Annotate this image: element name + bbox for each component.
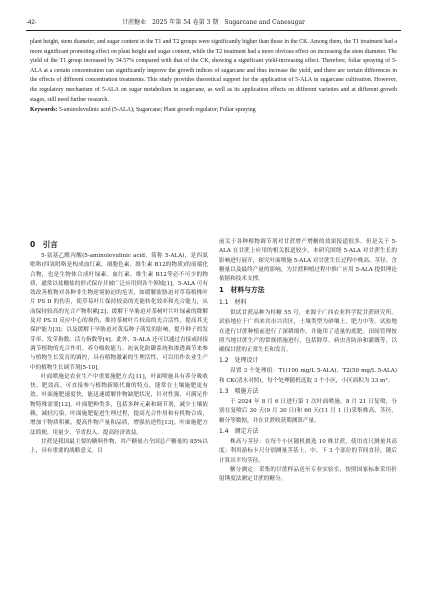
left-column <box>30 238 208 457</box>
subsection-heading-1-3: 1.3 喷施方法 <box>219 388 259 396</box>
keywords-text: 5-aminolevulinic acid (5-ALA); Sugarcane; Plant growth regulator; Foliar spraying <box>58 107 256 114</box>
materials-paragraph: 供试甘蔗品种为桂糖 55 号，来源于广西农业科学院甘蔗研究所。试验地位于广西来宾市兴宾区，土壤类型为砂壤土，肥力中等。试验地在进行甘蔗种植前进行了深耕细作，并施用了适量的底肥。田间管理按照当地甘蔗生产的常规措施进行，包括除草、病虫害防治和灌溉等，以确保甘蔗的正常生长和发育。 <box>219 309 397 354</box>
intro-paragraph-1: 5-氨基乙酰丙酸(5-aminolevulinic acid，简称 5-ALA)，是四氮吡咯(四氢吡咯是构成血红素、细胞色素、维生素 B12的物质)的前端化合物，也是生物体合成叶绿素、血红素、维生素 B12等必不可少的物质，通常以盐酸盐的形式保存并被广泛应用到各个领域[1]。5-ALA 可有效改善植物对各种非生物逆境胁迫的危害，如缓解盐胁迫对草莓植株叶片 PS II 的伤害，使草莓叶片保持较高的光能转化效率和光合能力，从而保持较高的光合产物积累[2]；缓解干旱胁迫对茶树叶片叶绿素的降解及对 PS II 反应中心的损伤，维持茶树叶片较高的光合活性，提高其光保护能力[3]；以及缓解干旱胁迫对黄瓜种子萌发的影响，提升种子的发芽率、发芽指数、活力指数等[4]。此外，5-ALA 还可以通过直接或间接调节植物的光合作用、养分吸收能力、抗氧化防御系统和渗透调节来参与植物生长发育的调控，具有植物激素的生理活性，可以用作农业生产中的植物生长调节剂[5-10]。 <box>30 253 208 371</box>
subsection-heading-1-4: 1.4 测定方法 <box>219 427 259 435</box>
subsection-heading-1-2: 1.2 处理设计 <box>219 357 259 365</box>
page-number: -42- <box>26 20 37 26</box>
running-header <box>26 17 401 31</box>
intro-paragraph-continued: 前关于各种植物调节剂对甘蔗增产增糖的效果报道很多，但是关于 5-ALA 在甘蔗上应用的相关报道较少。本研究围绕 5-ALA 对甘蔗生长的影响进行展开，探究叶面喷施 5-ALA 对甘蔗生长过程中株高、茎径、含糖量以及最终产量的影响，为甘蔗种植过程中推广应用 5-ALA 提供理论依据和技术支撑。 <box>219 239 397 283</box>
treatment-paragraph: 设置 3 个处理组：T1(100 mg/L 5-ALA)、T2(50 mg/L 5-ALA)和 CK(清水对照)，每个处理随机选取 3 个小区，小区面积为 33 m²。 <box>219 368 397 384</box>
subsection-heading-1-1: 1.1 材料 <box>219 298 247 306</box>
right-column <box>219 238 397 484</box>
measurement-paragraph-2: 糖分测定：采集的甘蔗样品送至专业实验室，按照国家标准采用折射锤度法测定甘蔗的糖分。 <box>219 466 397 483</box>
abstract-paragraph: plant height, stem diameter, and sugar content in the T1 and T2 groups were significantly higher than those in the CK. Among them, the T1 treatment had a more significant promoting effect on plant height and sugar content, while the T2 treatment had a more obvious effect on increasing the stem diameter. The yield of the T1 group increased by 34.57% compared with that of the CK, showing a significant yield-increasing effect. Therefore, foliar spraying of 5-ALA at a certain concentration can significantly improve the growth indices of sugarcane and thus increase the yield, and there are certain differences in the effects of different concentration treatments. This study provides theoretical support for the application of 5-ALA in sugarcane cultivation. However, the regulatory mechanism of 5-ALA on sugar metabolism in sugarcane, as well as its application effects on different varieties and at different growth stages, still need further research. <box>30 39 397 103</box>
spraying-paragraph: 于 2024 年 8 月 6 日进行第 1 次叶面喷施，8 月 21 日复喷，分别在复喷后 30 天(9 月 30 日)和 60 天(11 月 1 日)采集株高、茎径、糖分等数据，并在甘蔗收获期测算产量。 <box>219 399 397 424</box>
keywords-line <box>30 106 397 116</box>
measurement-paragraph-1: 株高与茎径：在每个小区随机挑选 10 株甘蔗，使用直尺测量其高度；利用游标卡尺分别测量茎基上、中、下 3 个部位的节间直径，随后计算出平均茎径。 <box>219 438 397 464</box>
section-heading-materials: 1 材料与方法 <box>219 286 265 295</box>
english-abstract <box>30 38 397 116</box>
keywords-label: Keywords: <box>30 107 58 114</box>
intro-paragraph-2: 叶面喷施是农业生产中重要施肥方式[11]，叶面喷施具有养分吸收快、肥效高、可直接参与植物新陈代谢的特点，能常在土壤施肥更有效。叶面施肥速度快，能迅速缓解作物缺肥状况，针对性强，可满足作物特殊需要[12]。叶面肥种类多，包括多种元素和调节剂，减少土壤依赖，减轻污染。叶面施肥促进生理过程，提高光合作用和有机物合成，增加干物质积累，提高作物产量和品质，增强抗逆性[13]。叶面施肥方法简便、用量少、节省投入、提高经济效益。 <box>30 373 208 436</box>
journal-title: 甘蔗糖业 2025 年第 54 卷第 3 期 Sugarcane and Canesugar <box>122 19 305 26</box>
section-heading-intro: 0 引言 <box>30 240 58 249</box>
intro-paragraph-3: 甘蔗是我国最主要的糖料作物，其产糖量占全国总产糖量的 85%以上，具有重要的战略意义。目 <box>30 438 208 455</box>
